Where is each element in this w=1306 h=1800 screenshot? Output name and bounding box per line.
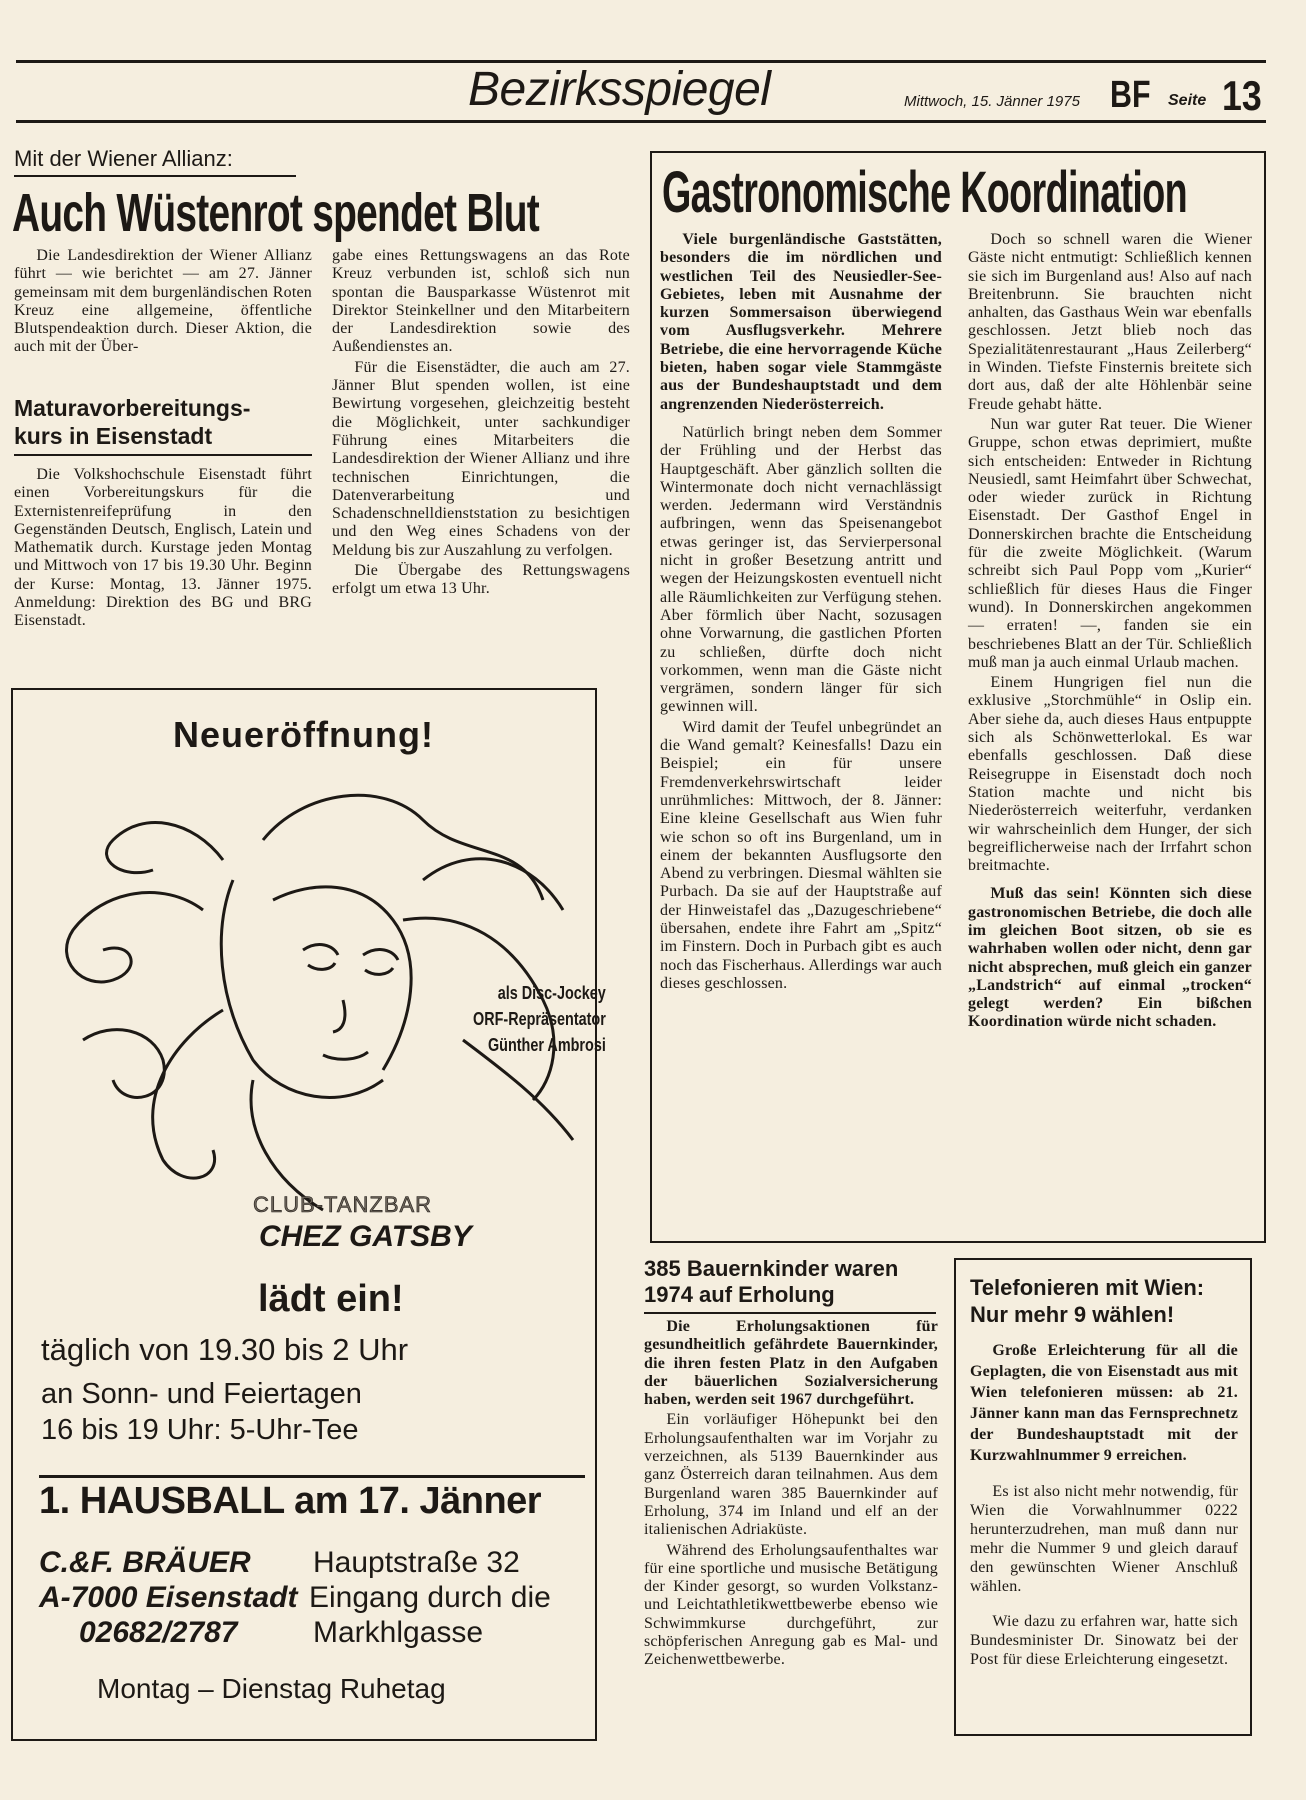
dj-line: Günther Ambrosi xyxy=(487,1035,606,1055)
paper-logo: BF xyxy=(1110,74,1151,116)
closing-paragraph: Muß das sein! Könnten sich diese gastronomischen Betriebe, die doch alle im gleichen Boot sitzen, ob sie es wahrhaben wollen oder nicht, denn gar nicht absprechen, muß gleich ein ganzer „Landstrich“ auf einmal „trocken“ gelegt werden? Ein bißchen Koordination würde nicht schaden. xyxy=(968,885,1252,1031)
dj-line: als Disc-Jockey xyxy=(497,983,606,1003)
ad-hours-daily: täglich von 19.30 bis 2 Uhr xyxy=(41,1332,409,1367)
article5-body xyxy=(970,1340,1238,1671)
ad-phone: 02682/2787 xyxy=(79,1616,238,1649)
ad-club-name: CHEZ GATSBY xyxy=(259,1220,472,1253)
paragraph: gabe eines Rettungswagens an das Rote Kreuz verbunden ist, schloß sich nun spontan die Bausparkasse Wüstenrot mit Direktor Steinkellner und den Mitarbeitern der Landesdirektion sowie des Außendienstes an. xyxy=(332,247,630,356)
ad-event: 1. HAUSBALL am 17. Jänner xyxy=(39,1480,542,1522)
ad-street: Hauptstraße 32 xyxy=(313,1546,520,1579)
headline-line: 385 Bauernkinder waren xyxy=(644,1256,899,1281)
article3-column-2 xyxy=(968,231,1252,1034)
ad-address xyxy=(309,1545,551,1650)
paragraph: Während des Erholungsaufenthaltes war für eine sportliche und musische Betätigung der Kinder gesorgt, so wurden Volkstanz- und Leichtathletikwettbewerbe ebenso wie Schwimmkurse durchgeführt, zur schöpferischen Anregung gab es Mal- und Zeichenwettbewerbe. xyxy=(644,1541,938,1669)
advertisement-chez-gatsby xyxy=(11,688,606,1741)
headline-line: 1974 auf Erholung xyxy=(644,1282,835,1307)
ad-owner: C.&F. BRÄUER xyxy=(39,1546,251,1579)
ad-hours-tea: 16 bis 19 Uhr: 5-Uhr-Tee xyxy=(41,1414,359,1446)
paragraph: Wird damit der Teufel unbegründet an die Wand gemalt? Keinesfalls! Dazu ein Beispiel; ein für unsere Fremdenverkehrswirtschaft leider unrühmliches: Mittwoch, der 8. Jänner: Eine kleine Gesellschaft aus Wien fuhr wie schon so oft ins Burgenland, um in einem der bekannten Ausflugsorte den Abend zu verbringen. Diesmal wählten sie Purbach. Da sie auf der Hauptstraße auf der Hinweistafel das „Dazugeschriebene“ übersahen, endete ihre Fahrt am „Spitz“ im Finstern. Doch in Purbach gibt es auch noch das Fischerhaus. Allerdings war auch dieses geschlossen. xyxy=(660,718,942,992)
ad-dj-info xyxy=(473,980,606,1058)
ad-contact xyxy=(39,1545,297,1650)
article2-headline xyxy=(14,394,250,450)
lead-paragraph: Viele burgenländische Gaststätten, besonders die im nördlichen und westlichen Teil des Neusiedler-See-Gebietes, leben mit Ausnahme der kurzen Sommersaison überwiegend vom Ausflugsverkehr. Mehrere Betriebe, die eine hervorragende Küche bieten, haben sogar viele Stammgäste aus der Bundeshauptstadt und dem angrenzenden Niederösterreich. xyxy=(660,231,942,413)
dj-line: ORF-Repräsentator xyxy=(473,1009,606,1029)
paragraph: Einem Hungrigen fiel nun die exklusive „Storchmühle“ in Oslip ein. Aber siehe da, auch dieses Haus entpuppte sich als Schönwetterlokal. Es war ebenfalls geschlossen. Daß diese Reisegruppe in Eisenstadt doch noch Station machte und nicht bis Niederösterreich weiterfuhr, verdanken wir wahrscheinlich dem Hunger, der sich begreiflicherweise nach der Irrfahrt schon breitmachte. xyxy=(968,674,1252,875)
ad-club-label: CLUB-TANZBAR xyxy=(253,1192,433,1217)
paragraph: Ein vorläufiger Höhepunkt bei den Erholungsaufenthalten war im Vorjahr zu verzeichnen, als 5139 Bauernkinder aus ganz Österreich daran teilnahmen. Aus dem Burgenland waren 385 Bauernkinder auf Erholung, 374 im Inland und elf an der italienischen Adriaküste. xyxy=(644,1411,938,1539)
paragraph: Es ist also nicht mehr notwendig, für Wien die Vorwahlnummer 0222 herunterzudrehen, man muß dann nur mehr die Nummer 9 und gleich darauf den gewünschten Wiener Anschluß wählen. xyxy=(970,1483,1238,1595)
lead-paragraph: Die Erholungsaktionen für gesundheitlich gefährdete Bauernkinder, die ihren festen Platz in den Aufgaben der bäuerlichen Sozialversicherung haben, werden seit 1967 durchgeführt. xyxy=(644,1318,938,1409)
headline-underline xyxy=(644,1312,936,1314)
ad-invite: lädt ein! xyxy=(258,1278,404,1320)
ad-divider xyxy=(39,1475,585,1478)
article4-body xyxy=(644,1318,938,1672)
issue-date: Mittwoch, 15. Jänner 1975 xyxy=(904,93,1080,110)
paragraph: Für die Eisenstädter, die auch am 27. Jänner Blut spenden wollen, ist eine Bewirtung vorgesehen, gleichzeitig besteht die Möglichkeit, unter sachkundiger Führung eines Mitarbeiters die Landesdirektion der Wiener Allianz und ihre technischen Einrichtungen, die Datenverarbeitung und Schadenschnelldienststation zu besichtigen und den Weg eines Schadens von der Meldung bis zur Auszahlung zu verfolgen. xyxy=(332,358,630,559)
paragraph: Die Volkshochschule Eisenstadt führt einen Vorbereitungskurs für die Externistenreifeprüfung in den Gegenständen Deutsch, Englisch, Latein und Mathematik durch. Kurstage jeden Montag und Mittwoch von 17 bis 19.30 Uhr. Beginn der Kurse: Montag, 13. Jänner 1975. Anmeldung: Direktion des BG und BRG Eisenstadt. xyxy=(14,466,312,630)
ad-entrance: Eingang durch die xyxy=(309,1581,551,1614)
paragraph: Die Übergabe des Rettungswagens erfolgt um etwa 13 Uhr. xyxy=(332,562,630,598)
headline-underline xyxy=(14,454,312,456)
article5-box xyxy=(954,1258,1252,1736)
paragraph: Wie dazu zu erfahren war, hatte sich Bundesminister Dr. Sinowatz bei der Post für diese Erleichterung eingesetzt. xyxy=(970,1613,1238,1668)
headline-line: Telefonieren mit Wien: xyxy=(970,1275,1205,1300)
ad-hours-holidays: an Sonn- und Feiertagen xyxy=(41,1378,362,1410)
page-number: 13 xyxy=(1222,72,1262,119)
ad-lane: Markhlgasse xyxy=(313,1616,484,1649)
paragraph: Die Landesdirektion der Wiener Allianz führt — wie berichtet — am 27. Jänner gemeinsam mit dem burgenländischen Roten Kreuz eine allgemeine, öffentliche Blutspendeaktion durch. Dieser Aktion, die auch mit der Über- xyxy=(14,247,312,356)
headline-line: kurs in Eisenstadt xyxy=(14,423,213,449)
article1-headline: Auch Wüstenrot spendet Blut xyxy=(12,183,540,243)
article2-body xyxy=(14,466,312,633)
lead-paragraph: Große Erleichterung für all die Geplagten, die von Eisenstadt aus mit Wien telefonieren müssen: ab 21. Jänner kann man das Fernsprechnetz der Bundeshauptstadt mit der Kurzwahlnummer 9 erreichen. xyxy=(970,1342,1238,1464)
article5-headline xyxy=(970,1274,1204,1328)
paragraph: Doch so schnell waren die Wiener Gäste nicht entmutigt: Schließlich kennen sie sich im Burgenland aus! Also auf nach Breitenbrunn. Sie brauchten nicht anhalten, das Gasthaus Wein war ebenfalls geschlossen. Jetzt blieb noch das Spezialitätenrestaurant „Haus Zeilerberg“ in Winden. Tiefste Finsternis breitete sich dort aus, daß der alte Höhlenbär seine Freude gehabt hätte. xyxy=(968,231,1252,413)
paragraph: Nun war guter Rat teuer. Die Wiener Gruppe, schon etwas deprimiert, mußte sich entscheiden: Entweder in Richtung Neusiedl, samt Heimfahrt über Schwechat, oder wieder zurück in Richtung Eisenstadt. Der Gasthof Engel in Donnerskirchen brachte die Entscheidung für die zweite Möglichkeit. (Warum schreibt sich Paul Popp vom „Kurier“ schließlich für dieses Haus die Finger wund). In Donnerskirchen angekommen — erraten! —, fanden sie ein beschriebenes Blatt an der Tür. Schließlich muß man ja auch einmal Urlaub machen. xyxy=(968,415,1252,671)
section-title: Bezirksspiegel xyxy=(468,63,771,116)
ad-city: A-7000 Eisenstadt xyxy=(39,1581,298,1614)
page-label: Seite xyxy=(1168,92,1207,109)
article3-box xyxy=(650,151,1266,1243)
ad-closed-days: Montag – Dienstag Ruhetag xyxy=(97,1673,446,1704)
headline-line: Nur mehr 9 wählen! xyxy=(970,1302,1175,1327)
article4-headline xyxy=(644,1256,898,1308)
paragraph: Natürlich bringt neben dem Sommer der Frühling und der Herbst das Hauptgeschäft. Aber gänzlich sollten die Wintermonate doch nicht vernachlässigt werden. Jedermann wird Verständnis aufbringen, wenn das Speisenangebot etwas geringer ist, das Servierpersonal nicht in großer Besetzung antritt und wegen der Heizungskosten eventuell nicht alle Räumlichkeiten zur Verfügung stehen. Aber förmlich über Nacht, sozusagen ohne Vorwarnung, die gastlichen Pforten zu schließen, dürfte doch nicht vorkommen, wenn man die Gäste nicht vergrämen, sondern länger für sich gewinnen will. xyxy=(660,423,942,716)
article1-kicker: Mit der Wiener Allianz: xyxy=(14,146,233,171)
headline-line: Maturavorbereitungs- xyxy=(14,395,251,421)
kicker-underline xyxy=(14,175,296,177)
ad-title: Neueröffnung! xyxy=(173,714,434,755)
article1-column-2 xyxy=(332,247,630,601)
article1-column-1 xyxy=(14,247,312,359)
masthead-bottom-rule xyxy=(16,120,1266,123)
article3-headline: Gastronomische Koordination xyxy=(662,160,1187,225)
article3-column-1 xyxy=(660,231,942,995)
